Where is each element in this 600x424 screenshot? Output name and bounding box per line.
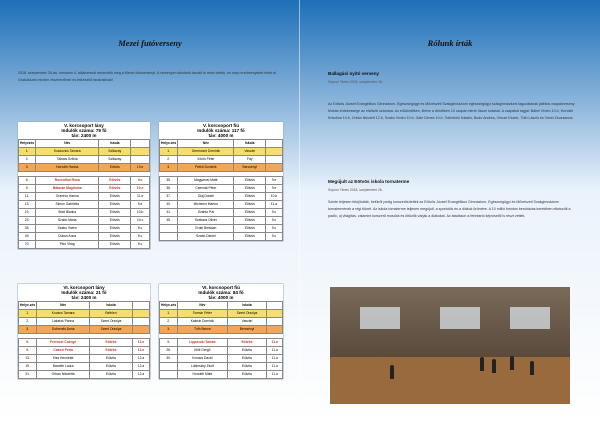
place-cell: 19. — [19, 208, 36, 216]
class-cell: 9.c — [131, 224, 150, 232]
table-row — [160, 317, 283, 325]
photo-person — [530, 361, 534, 375]
school-cell: Eötvös — [99, 216, 131, 224]
class-cell — [267, 309, 283, 317]
column-header — [131, 139, 150, 147]
school-cell: Eötvös — [234, 208, 266, 216]
name-cell: Pethő Dominik — [178, 163, 234, 171]
place-cell: 3. — [19, 325, 37, 333]
class-cell — [131, 147, 150, 155]
class-cell: 11.a — [266, 200, 283, 208]
school-cell: Eötvös — [99, 240, 131, 248]
school-cell: Bercsényi — [234, 163, 266, 171]
name-cell: Barváth Laura — [37, 362, 90, 370]
place-cell: 2. — [160, 317, 178, 325]
name-cell: Erdei Bertalan — [178, 224, 234, 232]
class-cell: 11.a — [267, 370, 283, 378]
column-header: Helye-zés — [161, 141, 177, 146]
table-row — [160, 325, 283, 333]
class-cell: 9.c — [131, 232, 150, 240]
results-table — [18, 301, 150, 379]
place-cell: 35. — [160, 176, 178, 184]
category-label: VI. korcsoport lány — [63, 285, 105, 290]
class-cell: 12.a — [132, 354, 149, 362]
table-row — [160, 309, 283, 317]
table-row — [160, 354, 283, 362]
name-cell: Lippóczki Tamás — [178, 338, 227, 346]
table-row — [160, 216, 283, 224]
school-cell: Vasvári — [234, 147, 266, 155]
entrants-label: Indulók száma: 79 fő — [61, 128, 107, 134]
column-header: Név — [178, 139, 234, 147]
school-cell: Eötvös — [90, 338, 133, 346]
place-cell: 41. — [160, 208, 178, 216]
table-row — [160, 346, 283, 354]
place-cell: 1. — [160, 147, 178, 155]
name-cell: Koskovics Tamara — [36, 147, 99, 155]
class-cell — [132, 325, 149, 333]
table-row — [160, 370, 283, 378]
table-caption — [18, 284, 150, 301]
class-cell: 11.a — [267, 338, 283, 346]
school-cell: Bethlen — [90, 309, 133, 317]
column-header: Név — [37, 301, 90, 309]
table-row — [160, 176, 283, 184]
table-header-row — [160, 139, 283, 147]
table-row — [19, 224, 150, 232]
name-cell: Kiss Henrietta — [37, 354, 90, 362]
class-cell: 12.e — [132, 338, 149, 346]
category-label: V. korcsoport lány — [64, 123, 104, 128]
place-cell: 11. — [19, 192, 36, 200]
name-cell: Vörös Péter — [178, 155, 234, 163]
class-cell — [266, 163, 283, 171]
class-cell: 9.e — [131, 176, 150, 184]
table-row — [19, 354, 150, 362]
name-cell: Bódi Bianka — [36, 208, 99, 216]
name-cell: Császi Petra — [37, 346, 90, 354]
class-cell: 9.c — [266, 208, 283, 216]
place-cell: 30. — [160, 354, 178, 362]
school-cell: Szent Orsolya — [227, 309, 267, 317]
name-cell: Kiliti Gergő — [178, 346, 227, 354]
table-row — [19, 155, 150, 163]
school-cell: Eötvös — [99, 208, 131, 216]
results-table-v-boys — [159, 122, 283, 241]
name-cell: Szekács Olivér — [178, 216, 234, 224]
school-cell: Szikszay — [99, 155, 131, 163]
place-cell — [160, 362, 178, 370]
school-cell: Fáy — [234, 155, 266, 163]
photo-person — [492, 359, 496, 373]
column-header: Név — [36, 139, 99, 147]
school-cell: Eötvös — [90, 354, 133, 362]
name-cell: Gerencsér Dominik — [178, 147, 234, 155]
name-cell: Magyarosi Máté — [178, 176, 234, 184]
school-cell: Eötvös — [227, 362, 267, 370]
school-cell: Eötvös — [227, 354, 267, 362]
school-cell: Eötvös — [99, 176, 131, 184]
table-row — [19, 317, 150, 325]
table-row — [160, 192, 283, 200]
table-row — [160, 155, 283, 163]
table-row — [160, 232, 283, 240]
place-cell: 2. — [19, 155, 36, 163]
school-cell: Eötvös — [90, 346, 133, 354]
class-cell: 10.b — [266, 192, 283, 200]
name-cell: Dubus Anna — [36, 232, 99, 240]
gym-photo — [330, 287, 570, 404]
class-cell: 13.e — [131, 163, 150, 171]
table-row — [19, 147, 150, 155]
school-cell: Eötvös — [227, 338, 267, 346]
distance-label: táv: 2400 m — [71, 295, 97, 301]
column-header: Iskola — [227, 301, 267, 309]
place-cell: 70. — [19, 240, 36, 248]
place-cell: 2. — [160, 155, 178, 163]
class-cell — [132, 309, 149, 317]
school-cell: Szikszay — [99, 147, 131, 155]
table-caption — [159, 284, 283, 301]
column-header: Iskola — [90, 301, 133, 309]
photo-window — [360, 307, 400, 329]
place-cell: 19. — [19, 362, 37, 370]
photo-window — [440, 307, 480, 329]
name-cell: Szabó Dániel — [178, 232, 234, 240]
table-row — [160, 147, 283, 155]
class-cell: 9.c — [266, 216, 283, 224]
school-cell: Szent Orsolya — [90, 325, 133, 333]
school-cell: Eötvös — [99, 232, 131, 240]
name-cell: Lakatos Panna — [37, 317, 90, 325]
right-page-title: Rólunk írták — [427, 38, 473, 48]
table-header-row — [19, 139, 150, 147]
category-label: V. korcsoport fiú — [202, 123, 240, 128]
table-row — [19, 325, 150, 333]
class-cell: 11.a — [267, 362, 283, 370]
place-cell: 3. — [160, 325, 178, 333]
place-cell: 13. — [19, 354, 37, 362]
place-cell: 45. — [160, 216, 178, 224]
name-cell: Tomsin Péter — [178, 309, 227, 317]
results-table-v-girls — [18, 122, 150, 249]
table-row — [19, 216, 150, 224]
category-label: VI. korcsoport fiú — [202, 285, 240, 290]
results-table-vi-girls — [18, 284, 150, 379]
table-row — [160, 362, 283, 370]
place-cell: 37. — [160, 192, 178, 200]
school-cell: Eötvös — [99, 163, 131, 171]
photo-floor — [330, 357, 570, 404]
place-cell: 3. — [160, 163, 178, 171]
name-cell: Kovács Tamara — [37, 309, 90, 317]
results-table — [159, 139, 283, 241]
school-cell: Eötvös — [99, 184, 131, 192]
article-body: Szinte teljesen felújították, belülről pedig korszerűsítették az Eötvös József Evangélikus Gimnázium, Egészségügyi és Művészeti Szakgimnázium tornatermének a régi tükrét. Az iskola tornaterme teljesen megújult, a sportolók és a diákok örömére. A 10 millió forintos beruházás keretében elkészült a padló, új világítás, valamint korszerű mosdók és öltözők várják a diákokat. Az átadáson a fenntartó képviselői is részt vettek. — [328, 200, 571, 218]
class-cell — [266, 147, 283, 155]
name-cell: Horváth Máté — [178, 370, 227, 378]
article-title: Megújult az Eötvös iskola tornaterme — [328, 179, 410, 184]
name-cell: Tóth Bence — [178, 325, 227, 333]
school-cell: Eötvös — [99, 224, 131, 232]
school-cell: Eötvös — [90, 370, 133, 378]
results-table-vi-boys — [159, 284, 283, 379]
class-cell: 9.e — [266, 184, 283, 192]
class-cell: 9.e — [266, 176, 283, 184]
school-cell: Eötvös — [234, 184, 266, 192]
place-cell: 1. — [19, 309, 37, 317]
article-date: Sopron Times 2018. szeptember 26. — [328, 187, 383, 192]
column-header: Helye-zés — [161, 303, 177, 308]
table-row — [19, 232, 150, 240]
column-header — [132, 301, 149, 309]
column-header — [266, 139, 283, 147]
table-caption — [159, 122, 283, 139]
table-header-row — [160, 301, 283, 309]
column-header: Helye-zés — [20, 303, 36, 308]
class-cell — [267, 317, 283, 325]
name-cell: Simon Gabriella — [36, 200, 99, 208]
results-table — [159, 301, 283, 379]
name-cell: Csernák Péter — [178, 184, 234, 192]
class-cell: 9.c — [131, 240, 150, 248]
table-row — [160, 163, 283, 171]
name-cell: Lubinszky Zsolt — [178, 362, 227, 370]
distance-label: táv: 4000 m — [208, 295, 234, 301]
name-cell: Michinen Márton — [178, 200, 234, 208]
column-header — [267, 301, 283, 309]
place-cell: 8. — [19, 176, 36, 184]
left-page-title: Mezei futóverseny — [118, 38, 182, 48]
name-cell: Kovács Dávid — [178, 354, 227, 362]
table-row — [19, 176, 150, 184]
place-cell: 9. — [19, 184, 36, 192]
article-tornaterem — [328, 178, 578, 220]
place-cell: 13. — [19, 200, 36, 208]
name-cell: Dobrenits Anna — [37, 325, 90, 333]
table-row — [19, 184, 150, 192]
place-cell: 23. — [19, 216, 36, 224]
school-cell: Eötvös — [234, 216, 266, 224]
photo-person — [480, 357, 484, 371]
class-cell: 11.a — [267, 354, 283, 362]
table-row — [19, 200, 150, 208]
name-cell: Oravecz Hanna — [36, 192, 99, 200]
class-cell: 10.b — [131, 208, 150, 216]
column-header: Név — [178, 301, 227, 309]
place-cell: 9. — [160, 338, 178, 346]
class-cell: 12.e — [132, 346, 149, 354]
school-cell: Eötvös — [234, 232, 266, 240]
results-table — [18, 139, 150, 249]
table-row — [160, 208, 283, 216]
photo-person — [510, 356, 514, 370]
name-cell: Szabó Mária — [36, 216, 99, 224]
article-title: Ballagási nyitó verseny — [328, 71, 380, 76]
name-cell: Szántó Pál — [178, 208, 234, 216]
table-row — [160, 224, 283, 232]
place-cell: 3. — [19, 163, 36, 171]
table-row — [19, 346, 150, 354]
name-cell: Orbán Nikoletta — [37, 370, 90, 378]
place-cell — [160, 370, 178, 378]
class-cell: 9.c — [266, 224, 283, 232]
table-row — [19, 163, 150, 171]
table-row — [160, 184, 283, 192]
photo-window — [510, 307, 550, 329]
place-cell: 49. — [19, 232, 36, 240]
school-cell: Eötvös — [227, 370, 267, 378]
name-cell: Takács Szilvia — [36, 155, 99, 163]
class-cell: 10.e — [131, 184, 150, 192]
place-cell: 8. — [19, 338, 37, 346]
class-cell: 12.a — [132, 370, 149, 378]
entrants-label: Indulók száma: 84 fő — [198, 290, 244, 296]
article-ballagasi — [328, 70, 578, 122]
school-cell: Bercsényi — [227, 325, 267, 333]
class-cell: 11.e — [131, 192, 150, 200]
class-cell — [266, 155, 283, 163]
place-cell: 21. — [19, 370, 37, 378]
school-cell: Eötvös — [90, 362, 133, 370]
distance-label: táv: 2400 m — [71, 133, 97, 139]
name-cell: Horváth Hanna — [36, 163, 99, 171]
place-cell: 35. — [19, 224, 36, 232]
class-cell: 9.c — [266, 232, 283, 240]
column-header: Iskola — [234, 139, 266, 147]
school-cell: Eötvös — [99, 200, 131, 208]
name-cell: Rosenthal Rosa — [36, 176, 99, 184]
entrants-label: Indulók száma: 21 fő — [61, 290, 107, 296]
table-row — [19, 362, 150, 370]
distance-label: táv: 4000 m — [208, 133, 234, 139]
name-cell: Bátorán Magdolna — [36, 184, 99, 192]
class-cell: 10.c — [131, 216, 150, 224]
class-cell: 11.a — [267, 346, 283, 354]
article-body: Az Eötvös József Evangélikus Gimnázium, Egészségügyi és Művészeti Szakgimnázium egészségügyi szakgimnáziumi tagozatának játékos csapatverseny Mókás érdekessége az elsősök számára. Az elődöntőben, illetve a döntőben 10 csapat mérte össze tudását. A csapatok tagjai: Bábel Vivien 10.b, Horváth Krisztina 10.b, Orbán Nikolett 12.b, Szabó Vivien 10.b, Gálé Dénes 10.b, Tollerbölö Katalin, Bodó Andrea, Vincze Eszter, Tóth László és Virnei Zsuzsanna. — [328, 102, 575, 120]
class-cell: 12.a — [132, 362, 149, 370]
table-row — [19, 240, 150, 248]
table-row — [19, 192, 150, 200]
table-row — [19, 338, 150, 346]
place-cell — [160, 224, 178, 232]
column-header: Iskola — [99, 139, 131, 147]
class-cell — [267, 325, 283, 333]
name-cell: Ferenczi Csenge — [37, 338, 90, 346]
place-cell — [160, 232, 178, 240]
photo-person — [390, 365, 394, 379]
place-cell: 2. — [19, 317, 37, 325]
school-cell: Eötvös — [234, 176, 266, 184]
table-row — [19, 309, 150, 317]
place-cell: 1. — [19, 147, 36, 155]
school-cell: Eötvös — [234, 192, 266, 200]
school-cell: Eötvös — [234, 224, 266, 232]
school-cell: Szent Orsolya — [90, 317, 133, 325]
place-cell: 40. — [160, 200, 178, 208]
table-row — [19, 208, 150, 216]
school-cell: Eötvös — [234, 200, 266, 208]
article-date: Sopron Times 2018. szeptember 16. — [328, 79, 383, 84]
entrants-label: Indulók száma: 117 fő — [197, 128, 245, 134]
place-cell: 36. — [160, 184, 178, 192]
name-cell: Pikó Virág — [36, 240, 99, 248]
class-cell — [131, 155, 150, 163]
place-cell: 26. — [160, 346, 178, 354]
class-cell — [132, 317, 149, 325]
table-row — [160, 200, 283, 208]
intro-paragraph: 2018. szeptember 26-án, immáron 4. alkalommal rendezték meg a Mezei futóversenyt. A versenyen iskolánk tanulói is részt vettek, és szép eredményeket értek el. Gratulálunk minden résztvevőnek és felkészítő tanáraiknak! — [18, 71, 278, 82]
name-cell: Oláj Dániel — [178, 192, 234, 200]
class-cell: 9.e — [131, 200, 150, 208]
name-cell: Szabó Vivien — [36, 224, 99, 232]
school-cell: Eötvös — [99, 192, 131, 200]
table-caption — [18, 122, 150, 139]
column-header: Helyezés — [20, 141, 35, 146]
table-header-row — [19, 301, 150, 309]
school-cell: Eötvös — [227, 346, 267, 354]
table-row — [160, 338, 283, 346]
name-cell: Kalmár Dominik — [178, 317, 227, 325]
table-row — [19, 370, 150, 378]
place-cell: 9. — [19, 346, 37, 354]
school-cell: Vasvári — [227, 317, 267, 325]
place-cell: 1. — [160, 309, 178, 317]
